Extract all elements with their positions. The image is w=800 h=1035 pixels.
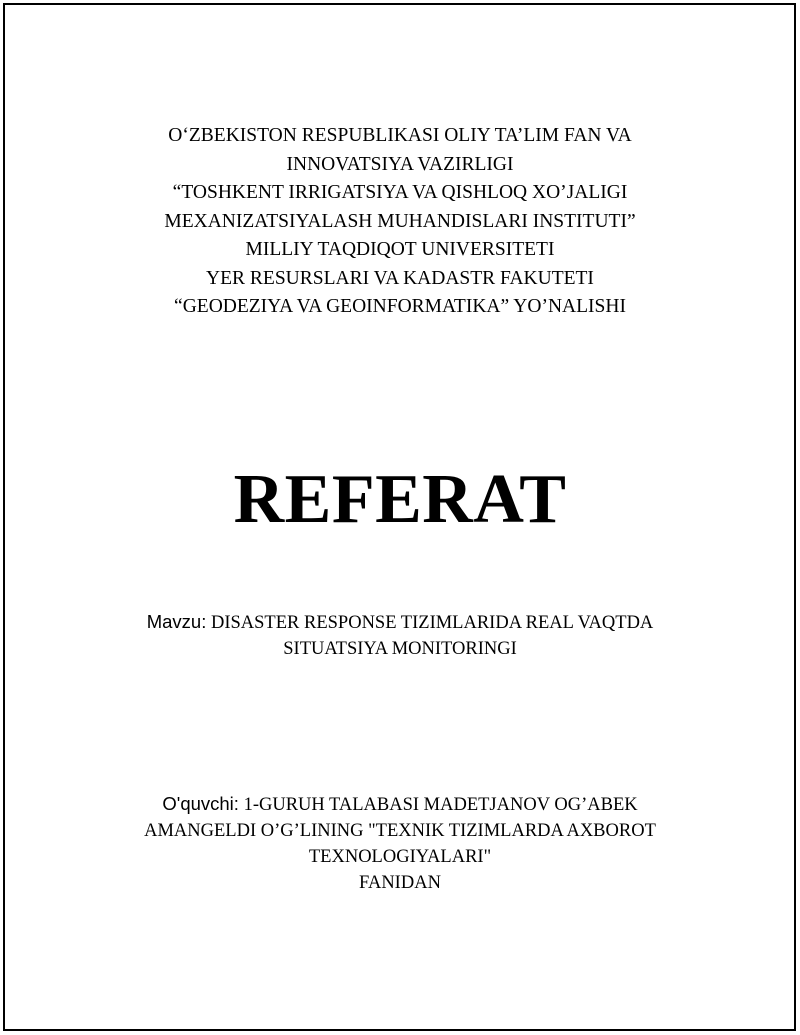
student-line-4: FANIDAN [359,873,441,893]
header-line-institute-1: “TOSHKENT IRRIGATSIYA VA QISHLOQ XO’JALIGI [172,182,628,203]
header-line-ministry-1: O‘ZBEKISTON RESPUBLIKASI OLIY TA’LIM FAN VA [168,125,632,146]
student-line-3: TEXNOLOGIYALARI" [308,847,492,867]
institution-header [0,122,800,322]
student-block [0,791,800,896]
student-line-2: AMANGELDI O’G’LINING "TEXNIK TIZIMLARDA AXBOROT [144,821,656,841]
topic-line-2: SITUATSIYA MONITORINGI [283,639,517,659]
header-line-direction: “GEODEZIYA VA GEOINFORMATIKA” YO’NALISHI [174,296,626,317]
document-title: REFERAT [233,461,567,538]
student-label: O'quvchi: [162,793,239,814]
student-line-1 [0,791,800,818]
header-line-ministry-2: INNOVATSIYA VAZIRLIGI [286,153,514,175]
topic-label: Mavzu: [146,611,207,632]
header-line-faculty: YER RESURSLARI VA KADASTR FAKUTETI [206,267,594,289]
topic-text-1: DISASTER RESPONSE TIZIMLARIDA REAL VAQTDA [210,613,654,633]
header-line-university: MILLIY TAQDIQOT UNIVERSITETI [245,239,555,260]
student-text-1: 1-GURUH TALABASI MADETJANOV OG’ABEK [243,795,638,815]
topic-block [0,609,800,662]
header-line-institute-2: MEXANIZATSIYALASH MUHANDISLARI INSTITUTI” [164,210,636,232]
topic-line-1 [0,609,800,636]
